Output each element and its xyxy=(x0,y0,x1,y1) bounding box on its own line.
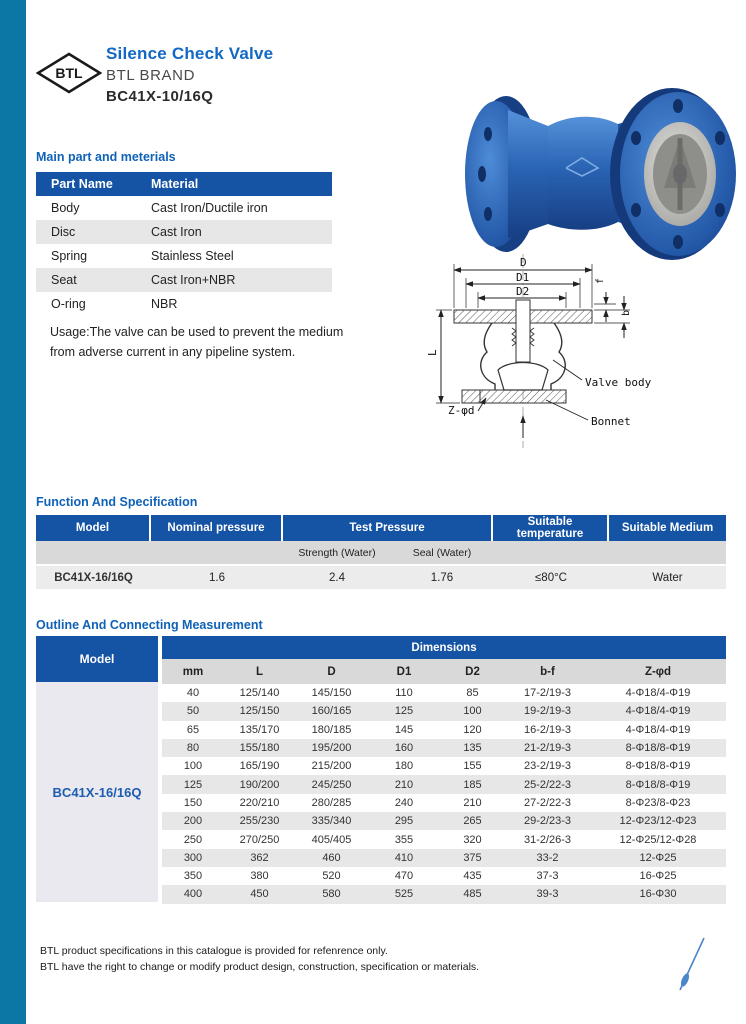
usage-line: Usage:The valve can be used to prevent the medium xyxy=(50,325,344,339)
table-cell: 100 xyxy=(463,705,482,718)
table-row xyxy=(162,885,726,903)
valve-technical-drawing xyxy=(420,248,726,454)
table-cell: 295 xyxy=(394,815,414,828)
table-cell: 125/150 xyxy=(239,705,280,718)
table-cell: 335/340 xyxy=(311,815,352,828)
spec-subheader-row xyxy=(36,541,726,566)
table-cell: 125/140 xyxy=(239,687,280,700)
pen-mark xyxy=(668,934,712,1000)
table-cell: 19-2/19-3 xyxy=(523,705,572,718)
spec-subcell-empty xyxy=(151,541,283,566)
table-cell: 16-Φ30 xyxy=(639,888,677,901)
left-accent-stripe xyxy=(0,0,26,1024)
materials-col-part: Part Name xyxy=(36,172,136,196)
spec-seal-value: 1.76 xyxy=(391,566,493,589)
svg-text:L: L xyxy=(426,349,439,356)
spec-model-value: BC41X-16/16Q xyxy=(36,566,151,589)
table-cell: 190/200 xyxy=(239,778,280,791)
spec-subcell-empty xyxy=(609,541,726,566)
table-cell: 400 xyxy=(183,888,203,901)
table-cell: 37-3 xyxy=(536,870,559,883)
table-cell: 185 xyxy=(463,778,482,791)
table-row xyxy=(162,739,726,757)
table-cell: Disc xyxy=(51,225,76,239)
table-cell: 525 xyxy=(394,888,414,901)
table-cell: 450 xyxy=(250,888,269,901)
materials-col-material: Material xyxy=(136,172,332,196)
btl-logo-icon xyxy=(36,52,102,94)
table-row xyxy=(162,830,726,848)
table-cell: 435 xyxy=(463,870,482,883)
table-cell: 215/200 xyxy=(311,760,352,773)
table-row xyxy=(162,775,726,793)
spec-col-nominal-pressure: Nominal pressure xyxy=(151,515,283,541)
spec-col-model: Model xyxy=(36,515,151,541)
table-cell: 375 xyxy=(463,851,482,864)
model-number: BC41X-10/16Q xyxy=(106,88,214,105)
table-cell: 33-2 xyxy=(536,851,559,864)
table-cell: 25-2/22-3 xyxy=(523,778,572,791)
table-row xyxy=(162,849,726,867)
table-cell: 4-Φ18/4-Φ19 xyxy=(625,723,691,736)
spec-data-row xyxy=(36,566,726,589)
table-cell: 350 xyxy=(183,870,203,883)
table-cell: 362 xyxy=(250,851,269,864)
table-row xyxy=(36,196,332,220)
spec-col-test-pressure: Test Pressure xyxy=(283,515,493,541)
materials-table xyxy=(36,172,332,316)
table-cell: 145/150 xyxy=(311,687,352,700)
materials-header-row xyxy=(36,172,332,196)
dimensions-subheader-row xyxy=(162,659,726,684)
table-cell: 195/200 xyxy=(311,742,352,755)
spec-subcell-empty xyxy=(36,541,151,566)
dim-col-d2: D2 xyxy=(440,659,505,684)
table-row xyxy=(162,757,726,775)
dimensions-model-column xyxy=(36,636,158,904)
section-title-outline: Outline And Connecting Measurement xyxy=(36,618,263,632)
specification-table xyxy=(36,515,726,589)
table-cell: 12-Φ23/12-Φ23 xyxy=(619,815,697,828)
table-cell: Body xyxy=(51,201,80,215)
table-cell: O-ring xyxy=(51,297,86,311)
table-cell: 355 xyxy=(394,833,414,846)
table-row xyxy=(162,721,726,739)
table-row xyxy=(162,684,726,702)
svg-text:Valve body: Valve body xyxy=(585,376,652,389)
table-cell: 410 xyxy=(394,851,414,864)
table-cell: 180/185 xyxy=(311,723,352,736)
table-cell: 460 xyxy=(322,851,341,864)
svg-text:BTL: BTL xyxy=(55,65,83,81)
spec-subcell-empty xyxy=(493,541,609,566)
table-cell: 125 xyxy=(183,778,203,791)
dimensions-values-table xyxy=(162,659,726,904)
dim-col-d1: D1 xyxy=(368,659,440,684)
svg-text:b: b xyxy=(621,309,632,316)
table-cell: 160/165 xyxy=(311,705,352,718)
spec-col-temperature: Suitable temperature xyxy=(493,515,609,541)
table-cell: 50 xyxy=(186,705,200,718)
table-cell: 31-2/26-3 xyxy=(523,833,572,846)
table-cell: 255/230 xyxy=(239,815,280,828)
table-cell: 40 xyxy=(186,687,200,700)
table-row xyxy=(36,220,332,244)
dim-col-mm: mm xyxy=(162,659,224,684)
table-cell: 110 xyxy=(395,687,413,700)
table-cell: 85 xyxy=(466,687,479,700)
table-cell: 300 xyxy=(183,851,203,864)
table-cell: 120 xyxy=(463,723,482,736)
table-cell: 200 xyxy=(183,815,203,828)
table-cell: 320 xyxy=(463,833,482,846)
table-cell: 520 xyxy=(322,870,341,883)
svg-text:D1: D1 xyxy=(516,271,530,284)
table-row xyxy=(162,812,726,830)
spec-subcol-strength: Strength (Water) xyxy=(283,541,391,566)
table-cell: 135/170 xyxy=(239,723,280,736)
spec-temperature-value: ≤80°C xyxy=(493,566,609,589)
dim-col-bf: b-f xyxy=(505,659,590,684)
table-cell: Seat xyxy=(51,273,77,287)
model-column-value: BC41X-16/16Q xyxy=(36,682,158,902)
table-cell: NBR xyxy=(151,297,178,311)
table-cell: 210 xyxy=(463,796,482,809)
usage-note xyxy=(50,322,343,362)
table-cell: 65 xyxy=(186,723,200,736)
table-cell: 4-Φ18/4-Φ19 xyxy=(625,705,691,718)
table-cell: 4-Φ18/4-Φ19 xyxy=(625,687,691,700)
spec-col-medium: Suitable Medium xyxy=(609,515,726,541)
table-cell: 150 xyxy=(183,796,203,809)
table-cell: 165/190 xyxy=(239,760,280,773)
spec-medium-value: Water xyxy=(609,566,726,589)
footer-line: BTL product specifications in this catalogue is provided for refenrence only. xyxy=(40,945,388,957)
table-row xyxy=(36,268,332,292)
table-cell: 485 xyxy=(463,888,482,901)
table-row xyxy=(162,867,726,885)
table-cell: 155/180 xyxy=(239,742,280,755)
table-cell: 23-2/19-3 xyxy=(523,760,572,773)
table-cell: 8-Φ18/8-Φ19 xyxy=(625,760,691,773)
table-cell: 8-Φ23/8-Φ23 xyxy=(625,796,691,809)
dimensions-table xyxy=(36,636,726,904)
table-cell: 250 xyxy=(183,833,203,846)
table-cell: 145 xyxy=(394,723,414,736)
table-cell: 380 xyxy=(250,870,269,883)
spec-subcol-seal: Seal (Water) xyxy=(391,541,493,566)
table-cell: Stainless Steel xyxy=(151,249,234,263)
table-cell: 265 xyxy=(463,815,482,828)
section-title-materials: Main part and meterials xyxy=(36,150,176,164)
table-cell: 21-2/19-3 xyxy=(523,742,572,755)
table-cell: 160 xyxy=(394,742,414,755)
svg-text:Z-φd: Z-φd xyxy=(448,404,475,417)
header-title-block xyxy=(106,44,273,105)
table-cell: 270/250 xyxy=(239,833,280,846)
table-cell: 280/285 xyxy=(311,796,352,809)
table-cell: 245/250 xyxy=(311,778,352,791)
spec-nominal-value: 1.6 xyxy=(151,566,283,589)
table-cell: 220/210 xyxy=(239,796,280,809)
footer-line: BTL have the right to change or modify product design, construction, specification or materials. xyxy=(40,960,480,973)
table-cell: 470 xyxy=(394,870,414,883)
dim-col-zpd: Z-φd xyxy=(590,659,726,684)
table-cell: 80 xyxy=(186,742,200,755)
table-cell: 135 xyxy=(463,742,482,755)
spec-header-row xyxy=(36,515,726,541)
table-cell: Cast Iron/Ductile iron xyxy=(151,201,268,215)
table-cell: 155 xyxy=(463,760,482,773)
table-cell: 16-Φ25 xyxy=(639,870,677,883)
usage-line: from adverse current in any pipeline system. xyxy=(50,345,296,359)
footer-disclaimer xyxy=(40,944,479,976)
table-cell: Cast Iron xyxy=(151,225,202,239)
valve-photo xyxy=(448,76,744,268)
table-cell: 210 xyxy=(394,778,414,791)
table-cell: Cast Iron+NBR xyxy=(151,273,236,287)
table-cell: 29-2/23-3 xyxy=(523,815,572,828)
dimensions-table-body xyxy=(162,684,726,904)
table-row xyxy=(162,794,726,812)
table-cell: 12-Φ25 xyxy=(639,851,677,864)
svg-text:f: f xyxy=(595,277,606,284)
dim-col-d: D xyxy=(295,659,368,684)
table-cell: 12-Φ25/12-Φ28 xyxy=(619,833,697,846)
page-title: Silence Check Valve xyxy=(106,44,274,63)
materials-table-body xyxy=(36,196,332,316)
table-cell: 100 xyxy=(183,760,203,773)
spec-strength-value: 2.4 xyxy=(283,566,391,589)
table-cell: 180 xyxy=(394,760,414,773)
table-cell: 580 xyxy=(322,888,341,901)
table-row xyxy=(36,292,332,316)
table-cell: Spring xyxy=(51,249,88,263)
table-cell: 39-3 xyxy=(536,888,559,901)
table-row xyxy=(162,702,726,720)
table-cell: 240 xyxy=(394,796,414,809)
svg-text:D2: D2 xyxy=(516,285,530,298)
dimensions-header: Dimensions xyxy=(162,636,726,659)
table-row xyxy=(36,244,332,268)
brand-line: BTL BRAND xyxy=(106,67,196,84)
dim-col-l: L xyxy=(224,659,295,684)
table-cell: 8-Φ18/8-Φ19 xyxy=(625,742,691,755)
dimensions-data-area xyxy=(162,636,726,904)
table-cell: 125 xyxy=(394,705,414,718)
table-cell: 17-2/19-3 xyxy=(523,687,572,700)
model-column-header: Model xyxy=(36,636,158,682)
table-cell: 27-2/22-3 xyxy=(523,796,572,809)
table-cell: 405/405 xyxy=(311,833,352,846)
table-cell: 8-Φ18/8-Φ19 xyxy=(625,778,691,791)
section-title-specification: Function And Specification xyxy=(36,495,198,509)
table-cell: 16-2/19-3 xyxy=(523,723,572,736)
svg-text:D: D xyxy=(520,256,527,269)
svg-text:Bonnet: Bonnet xyxy=(591,415,631,428)
